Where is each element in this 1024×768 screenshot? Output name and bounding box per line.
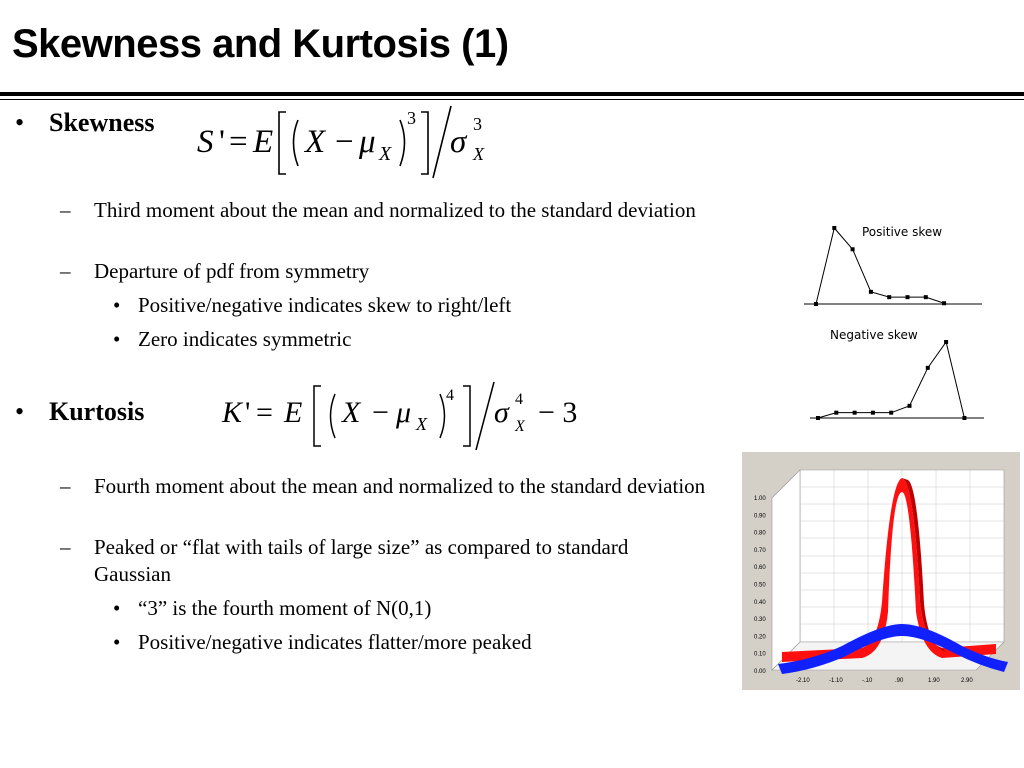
curve-point bbox=[851, 247, 855, 251]
skewness-subitem-1-text: Positive/negative indicates skew to right/left bbox=[138, 293, 512, 317]
skewness-item-1 bbox=[60, 197, 744, 224]
skewness-subitem-2 bbox=[113, 326, 738, 353]
formula-mu: μ bbox=[359, 124, 376, 160]
paren-left bbox=[294, 120, 299, 166]
skewness-heading-text: Skewness bbox=[49, 108, 155, 137]
formula-minus: − bbox=[372, 396, 389, 429]
y-tick-label: 0.30 bbox=[754, 617, 766, 624]
dash-marker: – bbox=[60, 198, 71, 222]
formula-sigma: σ bbox=[450, 124, 467, 160]
formula-sigma-sup: 4 bbox=[515, 391, 523, 408]
kurtosis-heading-text: Kurtosis bbox=[49, 397, 145, 426]
bullet-marker: • bbox=[113, 596, 121, 620]
curve-point bbox=[887, 295, 891, 299]
skewness-item-2-text: Departure of pdf from symmetry bbox=[94, 259, 370, 283]
paren-left bbox=[331, 394, 336, 438]
formula-power: 4 bbox=[446, 387, 454, 404]
formula-var: X bbox=[305, 124, 326, 160]
kurtosis-comparison-chart bbox=[742, 452, 1020, 690]
title-rule-thin bbox=[0, 99, 1024, 100]
formula-mu: μ bbox=[396, 396, 412, 429]
bracket-right bbox=[463, 386, 470, 446]
y-tick-label: 0.60 bbox=[754, 565, 766, 572]
curve-point bbox=[906, 295, 910, 299]
bullet-marker: • bbox=[113, 630, 121, 654]
formula-lhs: S bbox=[197, 124, 214, 160]
bullet-marker: • bbox=[15, 397, 25, 426]
formula-power: 3 bbox=[407, 108, 416, 128]
curve-point bbox=[832, 226, 836, 230]
kurtosis-item-2-text: Peaked or “flat with tails of large size” as compared to standard Gaussian bbox=[94, 535, 629, 586]
y-tick-label: 0.10 bbox=[754, 651, 766, 658]
negative-skew-figure bbox=[806, 326, 990, 424]
y-tick-label: 0.20 bbox=[754, 634, 766, 641]
curve-point bbox=[853, 411, 857, 415]
kurtosis-formula bbox=[220, 380, 590, 452]
dash-marker: – bbox=[60, 535, 71, 559]
formula-lhs: K bbox=[222, 396, 243, 429]
skewness-formula bbox=[195, 102, 495, 182]
kurtosis-item-2 bbox=[60, 534, 694, 588]
skewness-item-1-text: Third moment about the mean and normalized to the standard deviation bbox=[94, 198, 696, 222]
formula-mu-sub: X bbox=[416, 414, 427, 434]
division-slash bbox=[433, 106, 451, 178]
kurtosis-subitem-2 bbox=[113, 629, 738, 656]
kurtosis-heading bbox=[15, 397, 145, 427]
y-tick-label: 0.00 bbox=[754, 669, 766, 675]
formula-eq: = bbox=[229, 124, 248, 160]
formula-sigma-sup: 3 bbox=[473, 114, 482, 134]
formula-eq: = bbox=[256, 396, 273, 429]
bullet-marker: • bbox=[113, 293, 121, 317]
x-tick-label: -.10 bbox=[862, 678, 873, 684]
y-tick-label: 0.90 bbox=[754, 513, 766, 520]
y-tick-label: 1.00 bbox=[754, 496, 766, 502]
skewness-item-2 bbox=[60, 258, 744, 285]
formula-sigma-sub: X bbox=[473, 144, 484, 164]
x-tick-label: -1.10 bbox=[829, 678, 843, 684]
formula-prime: ' bbox=[245, 396, 251, 429]
curve-point bbox=[814, 302, 818, 306]
negative-skew-curve bbox=[816, 340, 966, 420]
skewness-subitem-2-text: Zero indicates symmetric bbox=[138, 327, 352, 351]
kurtosis-subitem-2-text: Positive/negative indicates flatter/more peaked bbox=[138, 630, 532, 654]
bullet-marker: • bbox=[15, 108, 25, 137]
skewness-heading bbox=[15, 108, 155, 138]
y-tick-label: 0.40 bbox=[754, 599, 766, 606]
curve-point bbox=[908, 404, 912, 408]
title-rule bbox=[0, 92, 1024, 96]
formula-sigma-sub: X bbox=[515, 418, 525, 435]
kurtosis-subitem-1-text: “3” is the fourth moment of N(0,1) bbox=[138, 596, 432, 620]
y-tick-label: 0.80 bbox=[754, 530, 766, 537]
formula-op: E bbox=[253, 124, 274, 160]
negative-skew-label: Negative skew bbox=[830, 328, 918, 342]
bracket-left bbox=[314, 386, 321, 446]
x-tick-label: 2.90 bbox=[961, 678, 973, 684]
curve-line bbox=[816, 228, 944, 304]
kurtosis-subitem-1 bbox=[113, 595, 738, 622]
paren-right bbox=[440, 394, 445, 438]
formula-op: E bbox=[284, 396, 303, 429]
skewness-subitem-1 bbox=[113, 292, 738, 319]
x-tick-label: -2.10 bbox=[796, 678, 810, 684]
kurtosis-item-1-text: Fourth moment about the mean and normalized to the standard deviation bbox=[94, 474, 706, 498]
positive-skew-figure bbox=[800, 218, 990, 314]
bracket-left bbox=[279, 112, 286, 174]
kurtosis-item-1 bbox=[60, 473, 744, 500]
curve-point bbox=[869, 290, 873, 294]
curve-point bbox=[942, 301, 946, 305]
formula-minus: − bbox=[335, 124, 354, 160]
x-tick-label: 1.90 bbox=[928, 678, 940, 684]
dash-marker: – bbox=[60, 259, 71, 283]
curve-point bbox=[871, 411, 875, 415]
curve-line bbox=[818, 342, 964, 418]
x-tick-label: .90 bbox=[895, 678, 904, 684]
bracket-right bbox=[421, 112, 428, 174]
slide-title: Skewness and Kurtosis (1) bbox=[12, 22, 509, 66]
y-tick-label: 0.50 bbox=[754, 582, 766, 589]
formula-var: X bbox=[342, 396, 361, 429]
positive-skew-label: Positive skew bbox=[862, 225, 943, 239]
dash-marker: – bbox=[60, 474, 71, 498]
bullet-marker: • bbox=[113, 327, 121, 351]
curve-point bbox=[926, 366, 930, 370]
formula-tail: − 3 bbox=[538, 396, 578, 429]
formula-sigma: σ bbox=[494, 396, 509, 429]
formula-mu-sub: X bbox=[379, 143, 392, 165]
curve-point bbox=[816, 416, 820, 420]
curve-point bbox=[962, 416, 966, 420]
curve-point bbox=[944, 340, 948, 344]
formula-prime: ' bbox=[219, 124, 225, 160]
curve-point bbox=[889, 411, 893, 415]
y-tick-label: 0.70 bbox=[754, 547, 766, 554]
curve-point bbox=[834, 411, 838, 415]
curve-point bbox=[924, 295, 928, 299]
paren-right bbox=[400, 120, 405, 166]
chart-side-wall bbox=[772, 470, 800, 670]
division-slash bbox=[476, 382, 494, 450]
